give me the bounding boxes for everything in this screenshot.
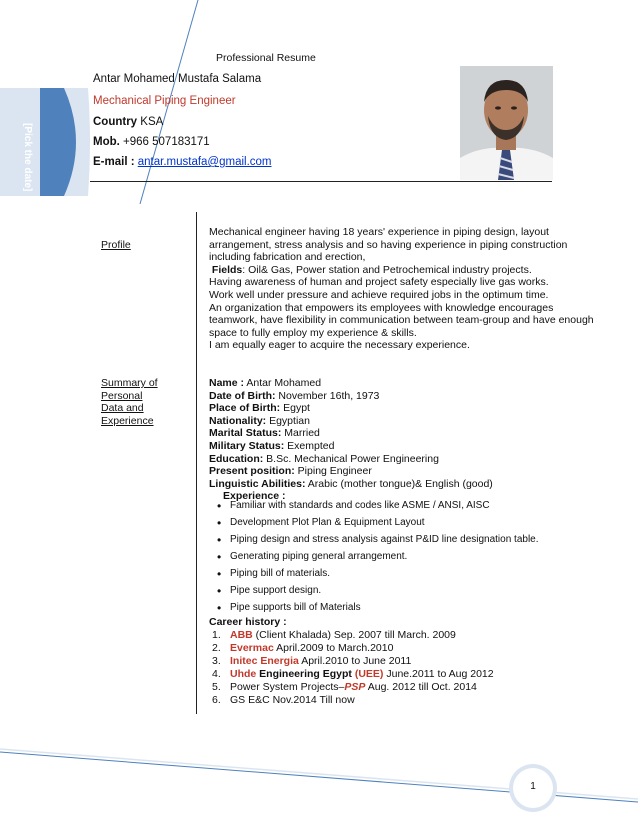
fields-label: Fields — [211, 263, 243, 276]
data-row: Date of Birth: November 16th, 1973 — [209, 389, 380, 402]
document-title: Professional Resume — [216, 52, 316, 64]
career-item: 3. Initec Energia April.2010 to June 2011 — [212, 655, 412, 667]
country-value: KSA — [140, 116, 164, 128]
summary-label-line: Data and — [101, 402, 144, 415]
email-line — [93, 156, 272, 168]
fields-value: Oil& Gas, Power station and Petrochemical industry projects. — [248, 263, 532, 276]
list-item: • Pipe support design. — [230, 585, 321, 596]
data-row: Present position: Piping Engineer — [209, 465, 372, 478]
profile-label: Profile — [101, 239, 131, 251]
mobile-label: Mob. — [93, 136, 120, 148]
profile-line: An organization that empowers its employees with knowledge encourages — [209, 301, 554, 314]
person-name: Antar Mohamed Mustafa Salama — [93, 73, 262, 85]
data-row: Marital Status: Married — [209, 427, 320, 440]
data-row: Linguistic Abilities: Arabic (mother tongue)& English (good) — [209, 477, 493, 490]
data-row: Place of Birth: Egypt — [209, 402, 310, 415]
mobile-line — [93, 136, 210, 148]
job-title: Mechanical Piping Engineer — [93, 95, 236, 107]
career-item: 4. Uhde Engineering Egypt (UEE) June.2011 to Aug 2012 — [212, 668, 494, 680]
page-number: 1 — [530, 781, 536, 792]
personal-data — [209, 377, 609, 503]
career-item: 5. Power System Projects–PSP Aug. 2012 till Oct. 2014 — [212, 681, 477, 693]
career-item: 6. GS E&C Nov.2014 Till now — [212, 694, 355, 706]
list-item: • Piping design and stress analysis against P&ID line designation table. — [230, 534, 539, 545]
summary-label-line: Experience — [101, 414, 154, 427]
list-item: • Pipe supports bill of Materials — [230, 602, 361, 613]
profile-line: Mechanical engineer having 18 years' experience in piping design, layout — [209, 226, 549, 238]
email-label: E-mail : — [93, 156, 135, 168]
profile-line: arrangement, stress analysis and so having experience in piping construction — [209, 238, 568, 251]
header-divider — [90, 181, 552, 182]
list-item: • Familiar with standards and codes like ASME / ANSI, AISC — [230, 500, 490, 511]
data-row: Education: B.Sc. Mechanical Power Engineering — [209, 452, 439, 465]
date-placeholder[interactable]: [Pick the date] — [22, 123, 33, 192]
profile-line: I am equally eager to acquire the necessary experience. — [209, 339, 470, 352]
list-item: • Generating piping general arrangement. — [230, 551, 407, 562]
profile-line: teamwork, have flexibility in communication between team-group and have enough — [209, 314, 594, 327]
experience-label: Experience : — [223, 490, 286, 503]
column-divider — [196, 212, 197, 714]
profile-line: including fabrication and erection, — [209, 251, 366, 264]
data-row: Military Status: Exempted — [209, 439, 335, 452]
profile-line: Having awareness of human and project safety especially live gas works. — [209, 276, 549, 289]
portrait-photo — [460, 66, 553, 180]
career-item: 1. ABB (Client Khalada) Sep. 2007 till March. 2009 — [212, 629, 456, 641]
summary-label-line: Summary of — [101, 377, 158, 389]
career-label: Career history : — [209, 616, 287, 628]
data-row: Name : Antar Mohamed — [209, 377, 322, 389]
country-label: Country — [93, 116, 138, 128]
list-item: • Piping bill of materials. — [230, 568, 330, 579]
profile-text — [209, 226, 609, 352]
profile-line-fields: Fields: Oil& Gas, Power station and Petrochemical industry projects. — [211, 263, 532, 276]
data-row: Nationality: Egyptian — [209, 414, 310, 427]
career-item: 2. Evermac April.2009 to March.2010 — [212, 642, 394, 654]
summary-label — [101, 377, 158, 427]
profile-line: Work well under pressure and achieve required jobs in the optimum time. — [209, 288, 549, 301]
country-line — [93, 116, 163, 128]
profile-line: space to fully employ my experience & skills. — [209, 326, 417, 339]
summary-label-line: Personal — [101, 389, 143, 402]
list-item: • Development Plot Plan & Equipment Layout — [230, 517, 425, 528]
email-link[interactable]: antar.mustafa@gmail.com — [137, 156, 272, 168]
mobile-value: +966 507183171 — [123, 136, 210, 148]
